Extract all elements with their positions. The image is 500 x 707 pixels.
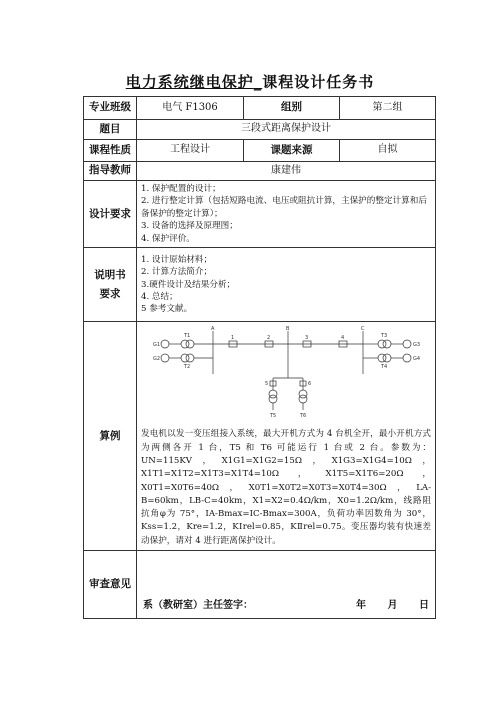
example-cell xyxy=(137,322,436,551)
transformer-t2b xyxy=(186,354,194,362)
t6-label: T6 xyxy=(300,413,307,420)
review-cell xyxy=(137,551,436,619)
year-label: 年 xyxy=(356,599,367,611)
manual-item: 5 参考文献。 xyxy=(141,304,193,315)
t5-label: T5 xyxy=(270,413,277,420)
title-prefix: 电力系统继电保护 xyxy=(125,73,254,91)
transformer-t6b xyxy=(299,395,307,403)
day-label: 日 xyxy=(419,599,430,611)
manual-list xyxy=(137,248,436,322)
generator-g3 xyxy=(403,340,411,348)
month-label: 月 xyxy=(387,599,398,611)
transformer-t5 xyxy=(269,390,277,398)
requirement-item: 3. 设备的选择及原理图； xyxy=(141,221,238,232)
example-intro: 发电机以发一变压组接入系统，最大开机方式为 4 台机全开，最小开机方式为两侧各开 1 台，T5 和 T6 可能运行 1 台或 2 台。参数为：U xyxy=(141,429,432,466)
transformer-t6 xyxy=(299,390,307,398)
transformer-t3b xyxy=(383,340,391,348)
breaker-2-label: 2 xyxy=(267,335,271,342)
manual-item: 2. 计算方法简介； xyxy=(141,267,213,278)
example-label: 算例 xyxy=(84,322,137,551)
transformer-t5b xyxy=(269,395,277,403)
transformer-t1 xyxy=(181,340,189,348)
title-suffix: 课程设计任务书 xyxy=(262,73,375,91)
bus-b-label: B xyxy=(286,326,290,333)
transformer-t1b xyxy=(186,340,194,348)
nature-value: 工程设计 xyxy=(137,140,244,162)
group-value: 第二组 xyxy=(340,97,436,120)
bus-c-label: C xyxy=(361,326,365,333)
example-text xyxy=(137,426,435,550)
transformer-t3 xyxy=(378,340,386,348)
generator-g1 xyxy=(161,340,169,348)
t1-label: T1 xyxy=(184,333,191,340)
breaker-5-label: 5 xyxy=(265,381,269,388)
requirement-item: 2. 进行整定计算（包括短路电流、电压或阻抗计算，主保护的整定计算和后备保护的整定计算）； xyxy=(141,196,427,219)
signature-label: 系（教研室）主任签字： xyxy=(143,599,253,611)
source-label: 课题来源 xyxy=(244,140,340,162)
document-title xyxy=(0,71,500,92)
group-label: 组别 xyxy=(244,97,340,120)
signature-line xyxy=(137,600,435,613)
generator-g2 xyxy=(161,354,169,362)
topic-value: 三段式距离保护设计 xyxy=(137,120,436,140)
major-label: 专业班级 xyxy=(84,97,137,120)
breaker-3-label: 3 xyxy=(305,335,309,342)
manual-item: 4. 总结； xyxy=(141,291,178,302)
nature-label: 课程性质 xyxy=(84,140,137,162)
power-system-diagram xyxy=(151,326,421,426)
task-table xyxy=(83,96,436,619)
bus-a-label: A xyxy=(211,326,215,333)
manual-item: 3.硬件设计及结果分析； xyxy=(141,279,236,290)
teacher-label: 指导教师 xyxy=(84,162,137,181)
t4-label: T4 xyxy=(381,364,388,371)
t3-label: T3 xyxy=(381,333,388,340)
g2-label: G2 xyxy=(153,356,161,363)
major-value: 电气 F1306 xyxy=(137,97,244,120)
topic-label: 题目 xyxy=(84,120,137,140)
t2-label: T2 xyxy=(184,364,191,371)
transformer-t4 xyxy=(378,354,386,362)
generator-g4 xyxy=(403,354,411,362)
teacher-value: 康建伟 xyxy=(137,162,436,181)
transformer-t4b xyxy=(383,354,391,362)
transformer-t2 xyxy=(181,354,189,362)
review-label: 审查意见 xyxy=(84,551,137,619)
breaker-4-label: 4 xyxy=(341,335,345,342)
example-parameters: N=115KV，X1G1=X1G2=15Ω，X1G3=X1G4=10Ω，X1T1=X1T2=X1T3=X1T4=10Ω，X1T5=X1T6=20Ω，X0T1=X0T6=40Ω，X0T1=X0T2=X0T3=X0T4=30Ω，LA-B=60km，LB-C=40km，X1=X2=0.4Ω/km，X0=1.2Ω/km，线路阻抗角φ为 75°，IA-Bmax=IC-Bmax=300A，负荷功率因数角为 30°，Kss=1.2，Kre=1.2，KⅠrel=0.85，KⅡrel=0.75。变压器均装有快速差动保护，请对 4 进行距离保护设计。 xyxy=(141,455,432,546)
requirements-list xyxy=(137,181,436,248)
g4-label: G4 xyxy=(413,356,421,363)
manual-item: 1. 设计原始材料； xyxy=(141,254,213,265)
manual-label-line2: 要求 xyxy=(99,287,121,300)
date-fields xyxy=(338,600,429,613)
manual-label xyxy=(84,248,137,322)
requirements-label: 设计要求 xyxy=(84,181,137,248)
requirement-item: 1. 保护配置的设计； xyxy=(141,184,221,194)
source-value: 自拟 xyxy=(340,140,436,162)
requirement-item: 4. 保护评价。 xyxy=(141,233,195,244)
breaker-6-label: 6 xyxy=(308,381,312,388)
breaker-1-label: 1 xyxy=(231,335,235,342)
manual-label-line1: 说明书 xyxy=(94,268,126,281)
g1-label: G1 xyxy=(153,342,161,349)
g3-label: G3 xyxy=(413,342,421,349)
title-underscore: _ xyxy=(253,73,263,91)
